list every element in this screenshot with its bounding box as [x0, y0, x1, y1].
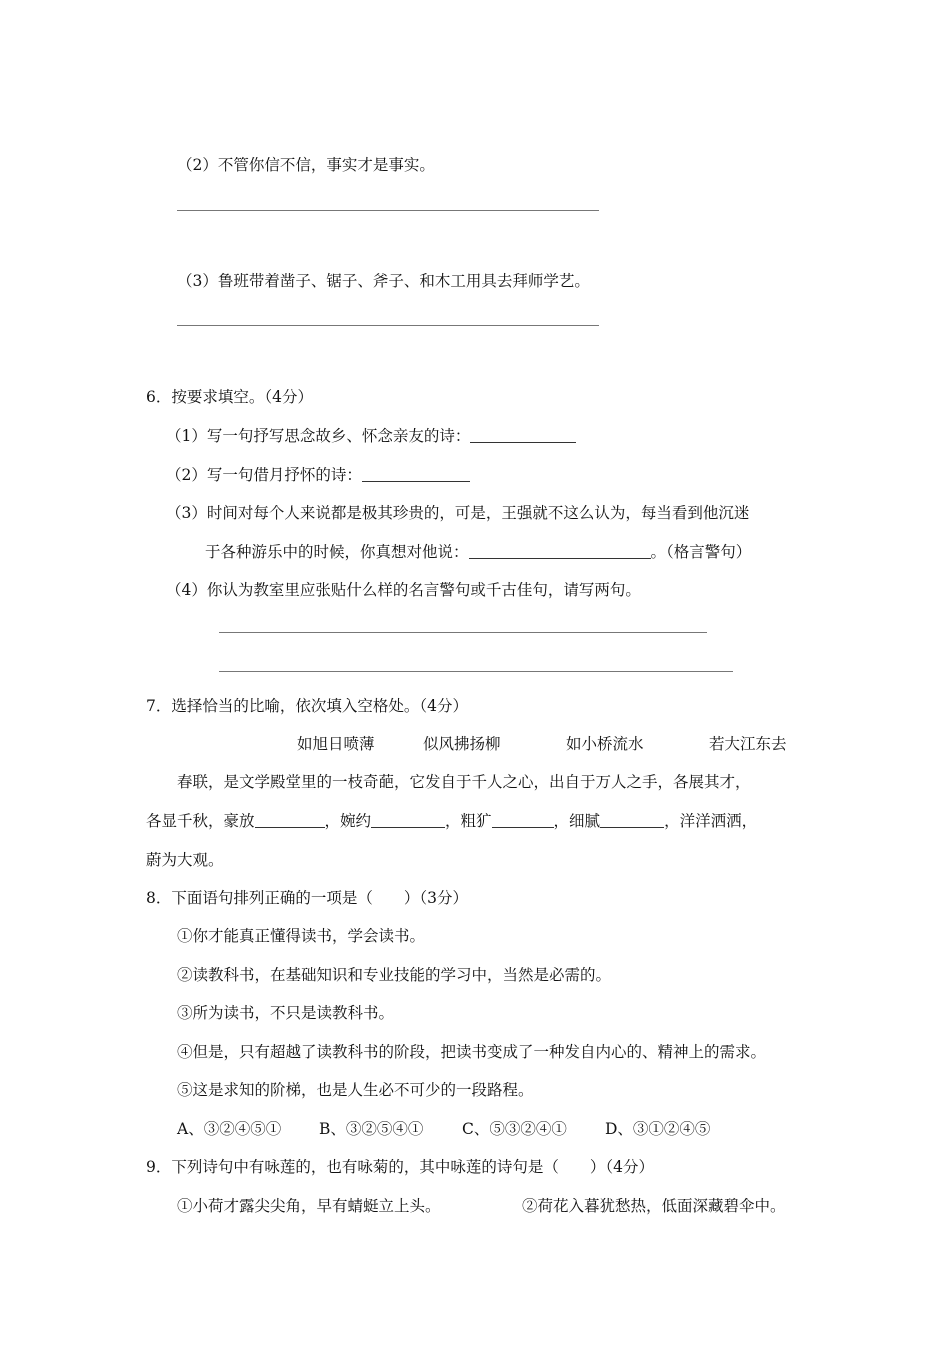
q7-option-3: 如小桥流水 — [566, 735, 644, 753]
q6-title: 6．按要求填空。（4分） — [146, 388, 313, 406]
q8-sentence-4: ④但是，只有超越了读教科书的阶段，把读书变成了一种发自内心的、精神上的需求。 — [177, 1043, 767, 1061]
q7-title: 7．选择恰当的比喻，依次填入空格处。（4分） — [146, 697, 468, 715]
q8-sentence-2: ②读教科书，在基础知识和专业技能的学习中，当然是必需的。 — [177, 966, 612, 984]
q7-passage-line-1: 春联，是文学殿堂里的一枝奇葩，它发自于千人之心，出自于万人之手，各展其才， — [177, 773, 751, 791]
q5-sentence-2: （2）不管你信不信，事实才是事实。 — [177, 156, 435, 174]
q7-text-d: ，细腻 — [553, 812, 601, 830]
q7-blank-1[interactable] — [255, 813, 325, 828]
q8-sentence-1: ①你才能真正懂得读书，学会读书。 — [177, 927, 426, 945]
q8-sentence-5: ⑤这是求知的阶梯，也是人生必不可少的一段路程。 — [177, 1081, 534, 1099]
q7-option-2: 似风拂扬柳 — [423, 735, 501, 753]
q6-item-2-blank[interactable] — [362, 467, 470, 482]
q8-choice-a[interactable]: A、③②④⑤① — [177, 1120, 282, 1138]
q6-item-2-text: （2）写一句借月抒怀的诗： — [166, 466, 362, 484]
q7-text-e: ，洋洋洒洒， — [664, 812, 758, 830]
q6-item-1-blank[interactable] — [470, 428, 576, 443]
q6-item-3-suffix: 。（格言警句） — [650, 543, 752, 561]
q6-item-4-answer-line-2[interactable] — [219, 671, 733, 672]
q6-item-1-text: （1）写一句抒写思念故乡、怀念亲友的诗： — [166, 427, 471, 445]
q6-item-2 — [166, 465, 470, 485]
q8-choice-c[interactable]: C、⑤③②④① — [462, 1120, 567, 1138]
q7-blank-2[interactable] — [371, 813, 445, 828]
q9-choice-2: ②荷花入暮犹愁热，低面深藏碧伞中。 — [522, 1197, 786, 1215]
q7-blank-4[interactable] — [600, 813, 664, 828]
q6-item-4: （4）你认为教室里应张贴什么样的名言警句或千古佳句，请写两句。 — [166, 581, 641, 599]
q7-passage-line-2 — [146, 811, 757, 831]
q8-title: 8．下面语句排列正确的一项是（ ）（3分） — [146, 889, 468, 907]
q9-title: 9．下列诗句中有咏莲的，也有咏菊的，其中咏莲的诗句是（ ）（4分） — [146, 1158, 654, 1176]
q7-text-b: ，婉约 — [324, 812, 372, 830]
q6-item-3-blank[interactable] — [469, 544, 651, 559]
q7-text-a: 各显千秋，豪放 — [146, 812, 255, 830]
q7-blank-3[interactable] — [492, 813, 554, 828]
q5-answer-line-2[interactable] — [177, 210, 599, 211]
q6-item-1 — [166, 426, 576, 446]
q9-choice-1: ①小荷才露尖尖角，早有蜻蜓立上头。 — [177, 1197, 441, 1215]
q8-sentence-3: ③所为读书，不只是读教科书。 — [177, 1004, 395, 1022]
q6-item-3-line-1: （3）时间对每个人来说都是极其珍贵的，可是，王强就不这么认为，每当看到他沉迷 — [166, 504, 750, 522]
q7-text-c: ，粗犷 — [445, 812, 492, 830]
q6-item-3-line-2 — [205, 542, 751, 562]
q8-choice-b[interactable]: B、③②⑤④① — [319, 1120, 424, 1138]
q6-item-3-text: 于各种游乐中的时候，你真想对他说： — [205, 543, 469, 561]
q5-sentence-3: （3）鲁班带着凿子、锯子、斧子、和木工用具去拜师学艺。 — [177, 272, 590, 290]
q7-passage-line-3: 蔚为大观。 — [146, 851, 224, 869]
q7-option-4: 若大江东去 — [709, 735, 787, 753]
q7-option-1: 如旭日喷薄 — [297, 735, 375, 753]
q6-item-4-answer-line-1[interactable] — [219, 632, 707, 633]
q5-answer-line-3[interactable] — [177, 325, 599, 326]
q8-choice-d[interactable]: D、③①②④⑤ — [605, 1120, 711, 1138]
